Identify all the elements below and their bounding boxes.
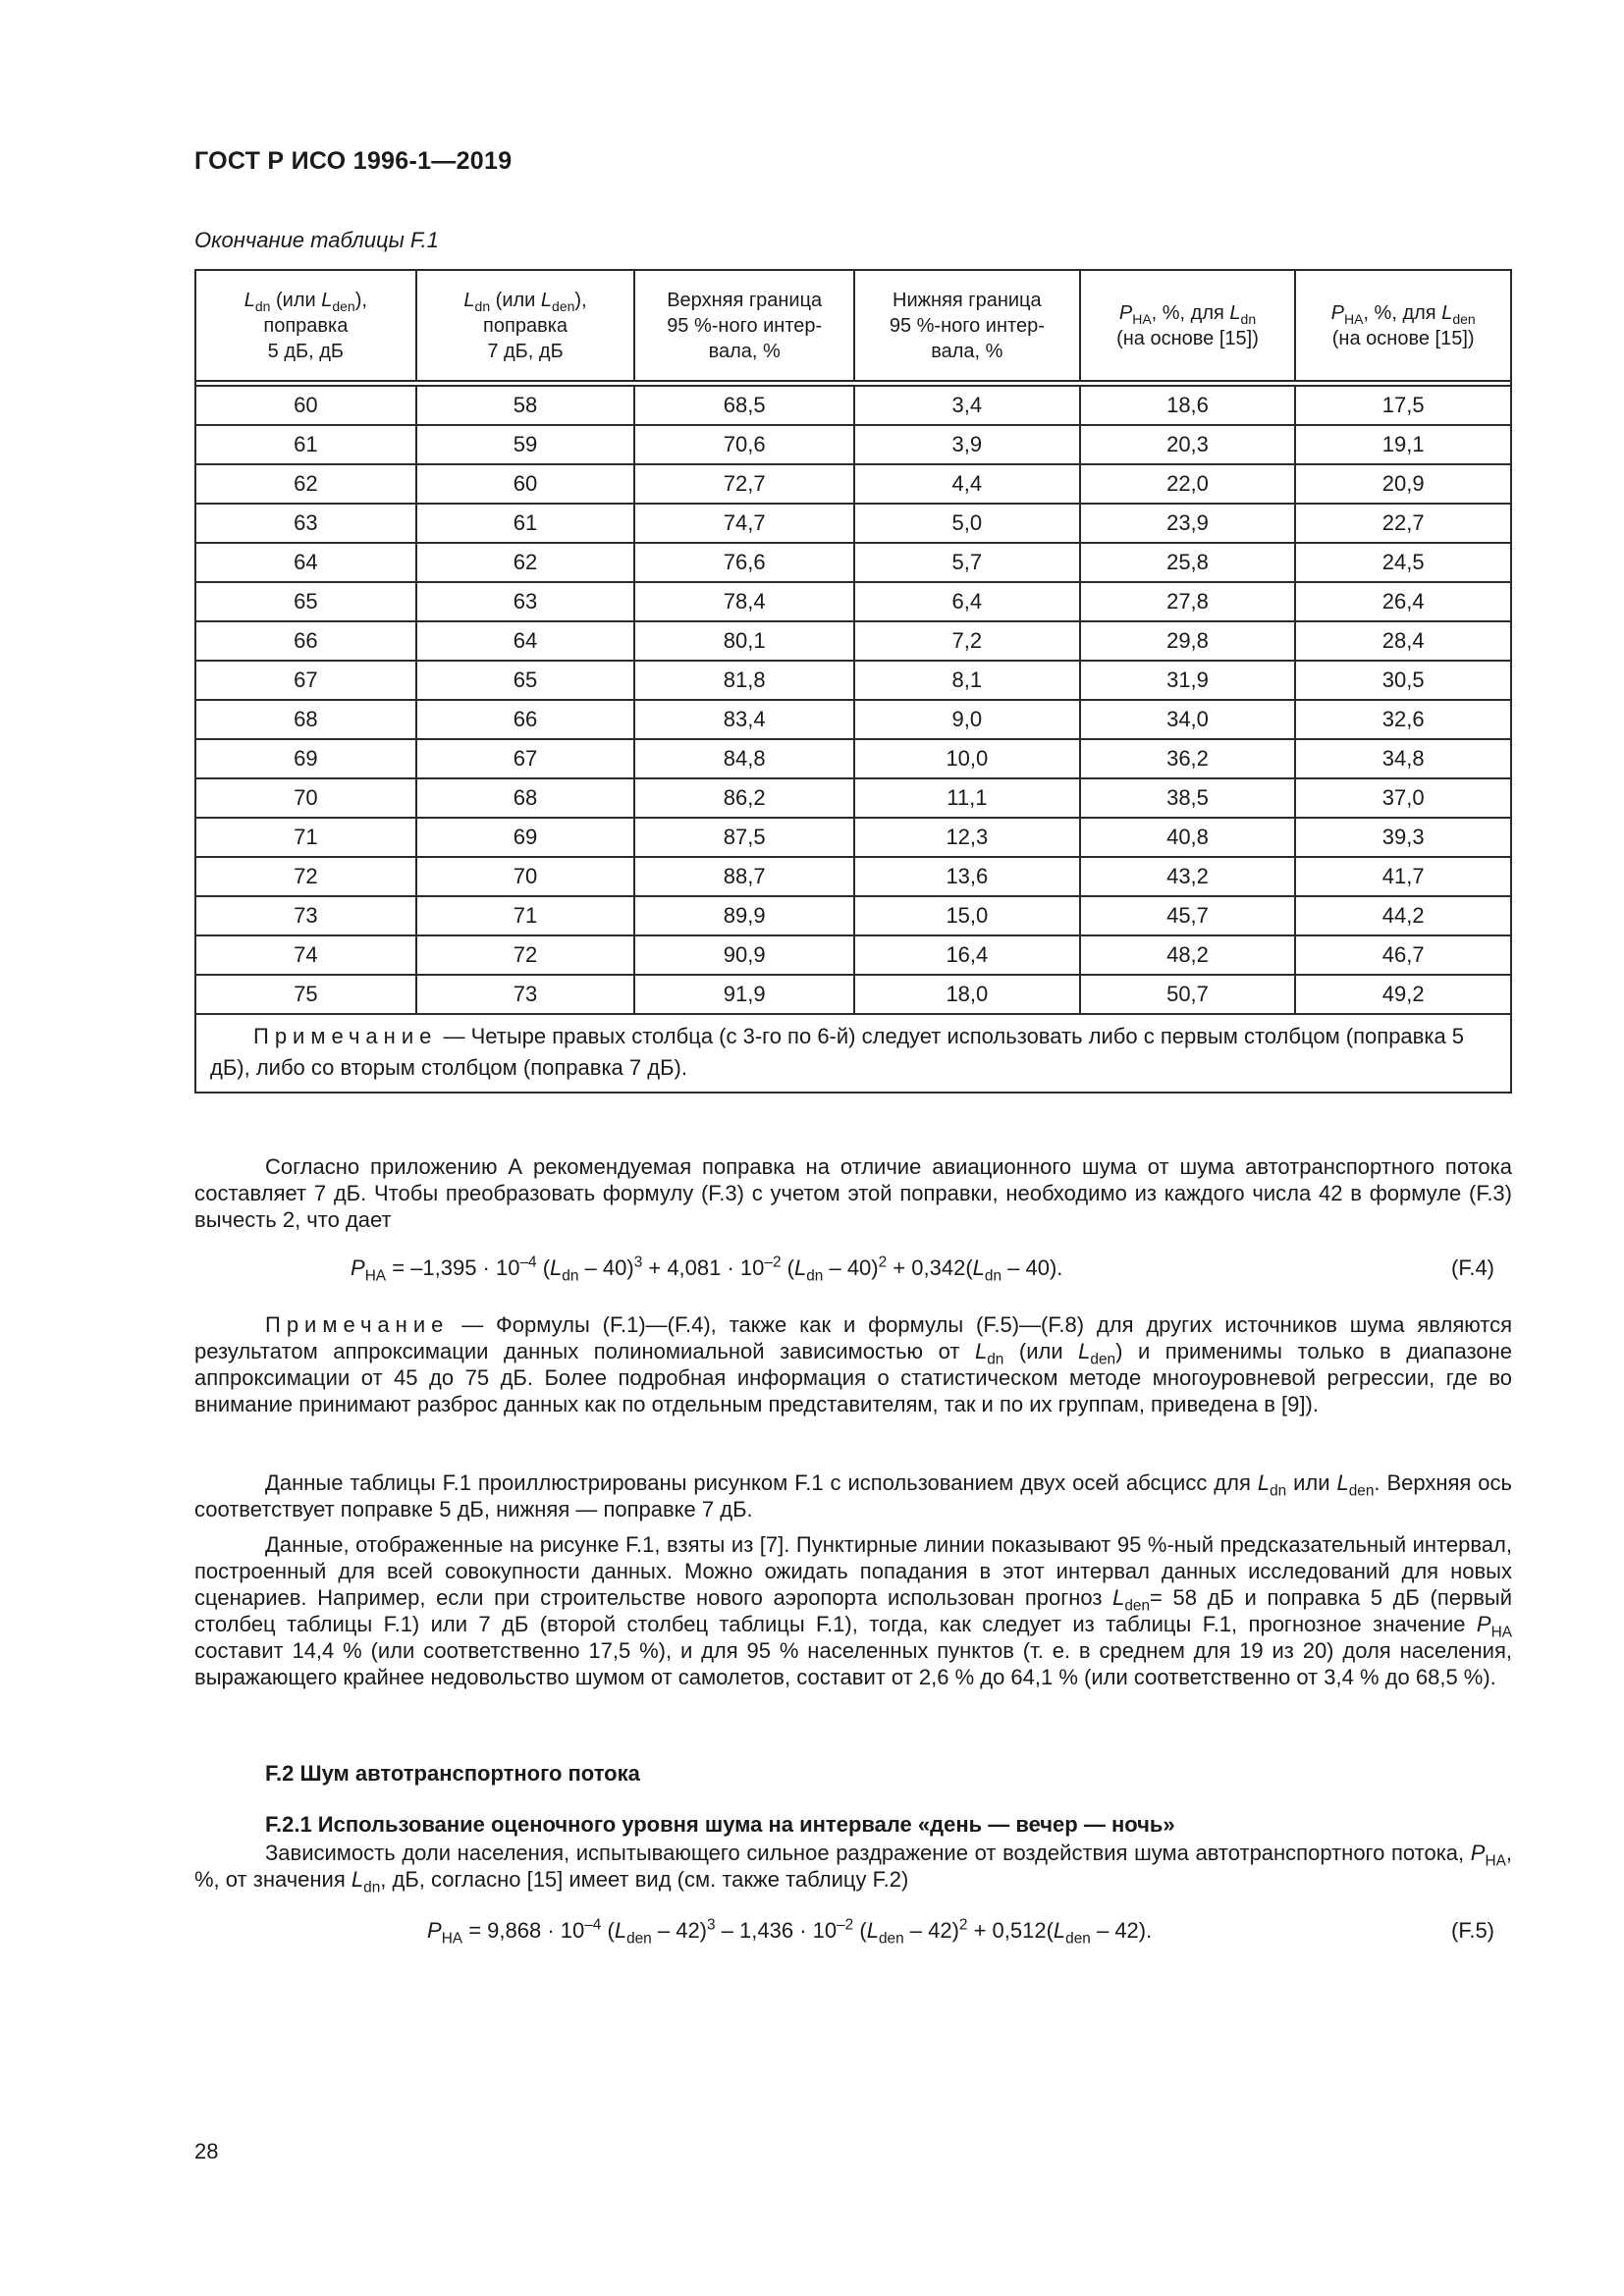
table-row (195, 464, 1511, 504)
table-cell: 16,4 (854, 935, 1080, 975)
table-cell: 91,9 (634, 975, 854, 1014)
table-row (195, 857, 1511, 896)
table-cell: 70 (195, 778, 416, 818)
table-cell: 20,3 (1080, 425, 1296, 464)
table-cell: 8,1 (854, 661, 1080, 700)
table-cell: 65 (195, 582, 416, 621)
table-cell: 3,9 (854, 425, 1080, 464)
table-cell: 87,5 (634, 818, 854, 857)
table-cell: 27,8 (1080, 582, 1296, 621)
table-cell: 13,6 (854, 857, 1080, 896)
table-cell: 76,6 (634, 543, 854, 582)
table-cell: 81,8 (634, 661, 854, 700)
table-cell: 78,4 (634, 582, 854, 621)
table-cell: 72 (195, 857, 416, 896)
table-cell: 41,7 (1295, 857, 1511, 896)
table-cell: 19,1 (1295, 425, 1511, 464)
table-cell: 88,7 (634, 857, 854, 896)
column-header: $P_{HA}$, %, для $L_{dn}$ (на основе [15]) (1080, 270, 1296, 381)
table-cell: 5,7 (854, 543, 1080, 582)
table-cell: 9,0 (854, 700, 1080, 739)
table-row (195, 661, 1511, 700)
column-header: Нижняя граница 95 %-ного интер- вала, % (854, 270, 1080, 381)
table-cell: 32,6 (1295, 700, 1511, 739)
table-cell: 66 (416, 700, 635, 739)
table-row (195, 935, 1511, 975)
note2-label: Примечание (265, 1312, 450, 1337)
table-cell: 4,4 (854, 464, 1080, 504)
table-cell: 46,7 (1295, 935, 1511, 975)
table-row (195, 975, 1511, 1014)
table-cell: 10,0 (854, 739, 1080, 778)
section-heading-f2: F.2 Шум автотранспортного потока (265, 1761, 640, 1786)
table-cell: 84,8 (634, 739, 854, 778)
table-cell: 23,9 (1080, 504, 1296, 543)
table-cell: 71 (195, 818, 416, 857)
table-cell: 68 (195, 700, 416, 739)
table-cell: 61 (416, 504, 635, 543)
table-cell: 58 (416, 386, 635, 425)
formula-f4: $P_{HA} = -1,395 \cdot 10^{-4}$ $(L_{dn} - 40)^3 + 4,081 \cdot 10^{-2}$ $(L_{dn} - 40)^2 + 0,342(L_{dn} - 40)$. (351, 1254, 1063, 1285)
column-header: $P_{HA}$, %, для $L_{den}$ (на основе [15]) (1295, 270, 1511, 381)
table-cell: 45,7 (1080, 896, 1296, 935)
table-cell: 90,9 (634, 935, 854, 975)
table-cell: 34,8 (1295, 739, 1511, 778)
column-header: $L_{dn}$ (или $L_{den}$), поправка 7 дБ, дБ (416, 270, 635, 381)
section-heading-f21: F.2.1 Использование оценочного уровня шума на интервале «день — вечер — ночь» (265, 1812, 1175, 1837)
table-cell: 64 (416, 621, 635, 661)
table-cell: 68,5 (634, 386, 854, 425)
table-cell: 60 (416, 464, 635, 504)
table-row (195, 582, 1511, 621)
table-row (195, 896, 1511, 935)
table-cell: 63 (195, 504, 416, 543)
table-cell: 67 (416, 739, 635, 778)
table-row (195, 818, 1511, 857)
table-f1 (194, 269, 1512, 1094)
table-cell: 22,7 (1295, 504, 1511, 543)
table-cell: 72,7 (634, 464, 854, 504)
table-row (195, 504, 1511, 543)
table-cell: 39,3 (1295, 818, 1511, 857)
table-cell: 75 (195, 975, 416, 1014)
table-cell: 68 (416, 778, 635, 818)
document-header: ГОСТ Р ИСО 1996-1—2019 (194, 147, 513, 175)
table-cell: 28,4 (1295, 621, 1511, 661)
table-cell: 43,2 (1080, 857, 1296, 896)
table-cell: 63 (416, 582, 635, 621)
table-cell: 36,2 (1080, 739, 1296, 778)
table-cell: 67 (195, 661, 416, 700)
table-cell: 3,4 (854, 386, 1080, 425)
paragraph-1: Согласно приложению А рекомендуемая поправка на отличие авиационного шума от шума автотранспортного потока составляет 7 дБ. Чтобы преобразовать формулу (F.3) с учетом этой поправки, необходимо из каждого числа 42 в формуле (F.3) вычесть 2, что дает (194, 1154, 1512, 1232)
table-cell: 50,7 (1080, 975, 1296, 1014)
table-cell: 25,8 (1080, 543, 1296, 582)
table-cell: 37,0 (1295, 778, 1511, 818)
table-cell: 69 (195, 739, 416, 778)
table-row (195, 700, 1511, 739)
table-cell: 40,8 (1080, 818, 1296, 857)
table-cell: 44,2 (1295, 896, 1511, 935)
table-note (195, 1014, 1511, 1093)
table-cell: 17,5 (1295, 386, 1511, 425)
table-cell: 7,2 (854, 621, 1080, 661)
table-cell: 59 (416, 425, 635, 464)
table-cell: 72 (416, 935, 635, 975)
table-cell: 69 (416, 818, 635, 857)
table-cell: 61 (195, 425, 416, 464)
table-cell: 48,2 (1080, 935, 1296, 975)
table-cell: 24,5 (1295, 543, 1511, 582)
table-cell: 73 (416, 975, 635, 1014)
table-cell: 20,9 (1295, 464, 1511, 504)
table-cell: 15,0 (854, 896, 1080, 935)
paragraph-3: Данные таблицы F.1 проиллюстрированы рисунком F.1 с использованием двух осей абсцисс для $L_{dn}$ или $L_{den}$. Верхняя ось соответствует поправке 5 дБ, нижняя — поправке 7 дБ. (194, 1470, 1512, 1522)
formula-f4-number: (F.4) (1451, 1255, 1494, 1280)
table-row (195, 386, 1511, 425)
table-cell: 6,4 (854, 582, 1080, 621)
table-cell: 80,1 (634, 621, 854, 661)
table-cell: 70 (416, 857, 635, 896)
table-cell: 66 (195, 621, 416, 661)
formula-f5: $P_{HA} = 9,868 \cdot 10^{-4}$ $(L_{den} - 42)^3 - 1,436 \cdot 10^{-2}$ $(L_{den} - 42)^2 + 0,512(L_{den} - 42)$. (427, 1916, 1153, 1948)
note-paragraph: Примечание — Формулы (F.1)—(F.4), также как и формулы (F.5)—(F.8) для других источников шума являются результатом аппроксимации данных полиномиальной зависимостью от $L_{dn}$ (или $L_{den}$) и применимы только в диапазоне аппроксимации от 45 до 75 дБ. Более подробная информация о статистическом методе многоуровневой регрессии, где во внимание принимают разброс данных как по отдельным представителям, так и по их группам, приведена в [9]). (194, 1312, 1512, 1416)
table-cell: 31,9 (1080, 661, 1296, 700)
table-cell: 74 (195, 935, 416, 975)
paragraph-5: Зависимость доли населения, испытывающего сильное раздражение от воздействия шума автотранспортного потока, $P_{HA}$, %, от значения $L_{dn}$, дБ, согласно [15] имеет вид (см. также таблицу F.2) (194, 1841, 1512, 1896)
table-cell: 26,4 (1295, 582, 1511, 621)
table-cell: 18,0 (854, 975, 1080, 1014)
table-cell: 38,5 (1080, 778, 1296, 818)
column-header: Верхняя граница 95 %-ного интер- вала, % (634, 270, 854, 381)
table-cell: 83,4 (634, 700, 854, 739)
table-cell: 49,2 (1295, 975, 1511, 1014)
table-cell: 34,0 (1080, 700, 1296, 739)
table-row (195, 543, 1511, 582)
table-row (195, 778, 1511, 818)
formula-f5-number: (F.5) (1451, 1918, 1494, 1943)
table-cell: 65 (416, 661, 635, 700)
table-row (195, 425, 1511, 464)
table-cell: 64 (195, 543, 416, 582)
page-number: 28 (194, 2139, 219, 2163)
paragraph-4: Данные, отображенные на рисунке F.1, взяты из [7]. Пунктирные линии показывают 95 %-ный предсказательный интервал, построенный для всей совокупности данных. Можно ожидать попадания в этот интервал данных исследований для новых сценариев. Например, если при строительстве нового аэропорта использован прогноз $L_{den}= 58$ дБ и поправка 5 дБ (первый столбец таблицы F.1) или 7 дБ (второй столбец таблицы F.1), тогда, как следует из таблицы F.1, прогнозное значение $P_{HA}$ составит 14,4 % (или соответственно 17,5 %), и для 95 % населенных пунктов (т. е. в среднем для 19 из 20) доля населения, выражающего крайнее недовольство шумом от самолетов, составит от 2,6 % до 64,1 % (или соответственно от 3,4 % до 68,5 %). (194, 1532, 1512, 1689)
table-cell: 22,0 (1080, 464, 1296, 504)
table-cell: 18,6 (1080, 386, 1296, 425)
table-cell: 62 (195, 464, 416, 504)
note-label: Примечание (253, 1024, 438, 1048)
table-cell: 89,9 (634, 896, 854, 935)
table-cell: 70,6 (634, 425, 854, 464)
table-row (195, 739, 1511, 778)
note-text: — Четыре правых столбца (с 3-го по 6-й) следует использовать либо с первым столбцом (поправка 5 дБ), либо со вторым столбцом (поправка 7 дБ). (210, 1024, 1465, 1080)
table-cell: 5,0 (854, 504, 1080, 543)
table-cell: 86,2 (634, 778, 854, 818)
table-caption: Окончание таблицы F.1 (194, 228, 439, 252)
table-cell: 11,1 (854, 778, 1080, 818)
table-cell: 73 (195, 896, 416, 935)
table-cell: 12,3 (854, 818, 1080, 857)
column-header: $L_{dn}$ (или $L_{den}$), поправка 5 дБ, дБ (195, 270, 416, 381)
table-cell: 74,7 (634, 504, 854, 543)
table-cell: 30,5 (1295, 661, 1511, 700)
table-cell: 71 (416, 896, 635, 935)
table-row (195, 621, 1511, 661)
table-cell: 62 (416, 543, 635, 582)
table-cell: 60 (195, 386, 416, 425)
table-cell: 29,8 (1080, 621, 1296, 661)
